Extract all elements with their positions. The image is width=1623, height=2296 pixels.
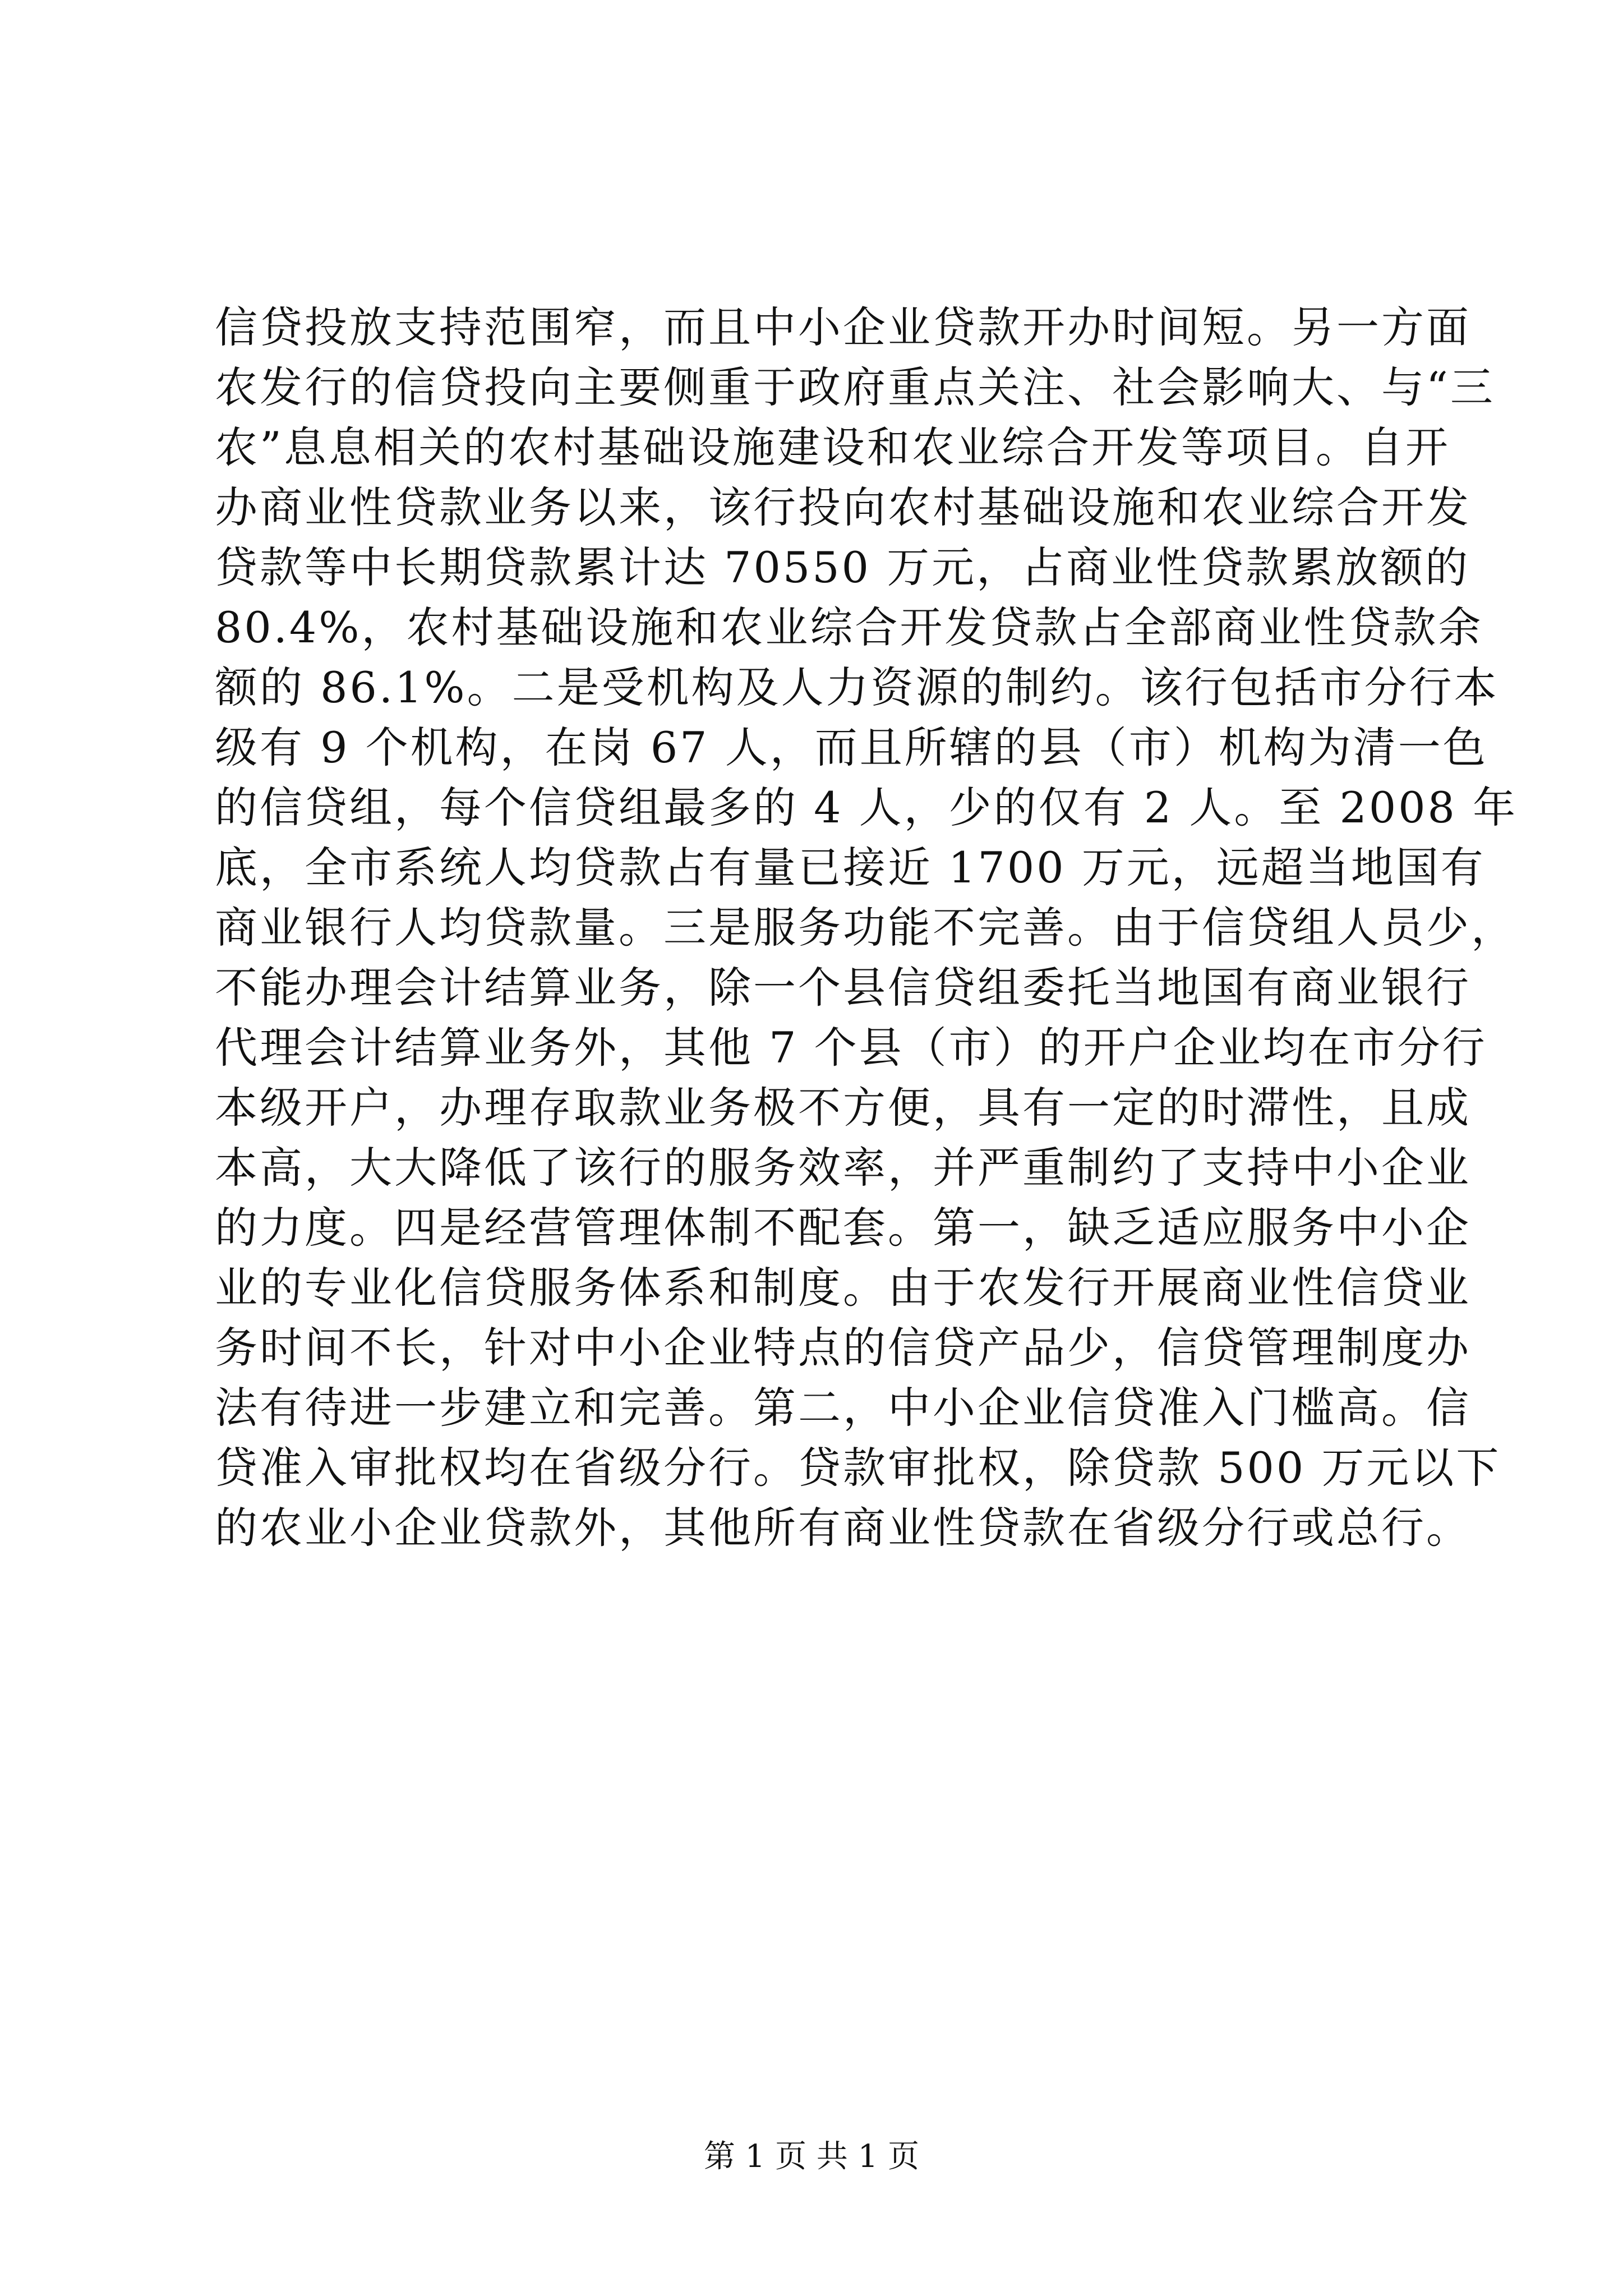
text-line: 级有 9 个机构，在岗 67 人，而且所辖的县（市）机构为清一色 (215, 723, 1488, 772)
text-line: 贷准入审批权均在省级分行。贷款审批权，除贷款 500 万元以下 (215, 1443, 1501, 1493)
text-line: 额的 86.1%。二是受机构及人力资源的制约。该行包括市分行本 (215, 662, 1499, 712)
text-line: 本级开户，办理存取款业务极不方便，具有一定的时滞性，且成 (215, 1083, 1471, 1133)
text-line: 本高，大大降低了该行的服务效率，并严重制约了支持中小企业 (215, 1143, 1471, 1193)
text-line: 办商业性贷款业务以来，该行投向农村基础设施和农业综合开发 (215, 482, 1471, 532)
text-line: 商业银行人均贷款量。三是服务功能不完善。由于信贷组人员少， (215, 903, 1516, 953)
text-line: 法有待进一步建立和完善。第二，中小企业信贷准入门槛高。信 (215, 1383, 1471, 1433)
text-line: 的信贷组，每个信贷组最多的 4 人，少的仅有 2 人。至 2008 年 (215, 783, 1518, 832)
text-line: 农”息息相关的农村基础设施建设和农业综合开发等项目。自开 (215, 422, 1450, 472)
text-line: 贷款等中长期贷款累计达 70550 万元，占商业性贷款累放额的 (215, 542, 1470, 592)
text-line: 的力度。四是经营管理体制不配套。第一，缺乏适应服务中小企 (215, 1203, 1471, 1253)
text-line: 农发行的信贷投向主要侧重于政府重点关注、社会影响大、与“三 (215, 362, 1495, 412)
text-line: 业的专业化信贷服务体系和制度。由于农发行开展商业性信贷业 (215, 1263, 1471, 1313)
text-line: 底，全市系统人均贷款占有量已接近 1700 万元，远超当地国有 (215, 843, 1486, 892)
text-line: 代理会计结算业务外，其他 7 个县（市）的开户企业均在市分行 (215, 1023, 1487, 1073)
text-line: 80.4%，农村基础设施和农业综合开发贷款占全部商业性贷款余 (215, 602, 1483, 652)
text-line: 的农业小企业贷款外，其他所有商业性贷款在省级分行或总行。 (215, 1503, 1471, 1553)
page-number-footer: 第 1 页 共 1 页 (703, 2138, 920, 2175)
text-line: 务时间不长，针对中小企业特点的信贷产品少，信贷管理制度办 (215, 1323, 1471, 1373)
text-line: 不能办理会计结算业务，除一个县信贷组委托当地国有商业银行 (215, 963, 1471, 1013)
body-text (215, 297, 1518, 1558)
text-line: 信贷投放支持范围窄，而且中小企业贷款开办时间短。另一方面 (215, 302, 1471, 352)
